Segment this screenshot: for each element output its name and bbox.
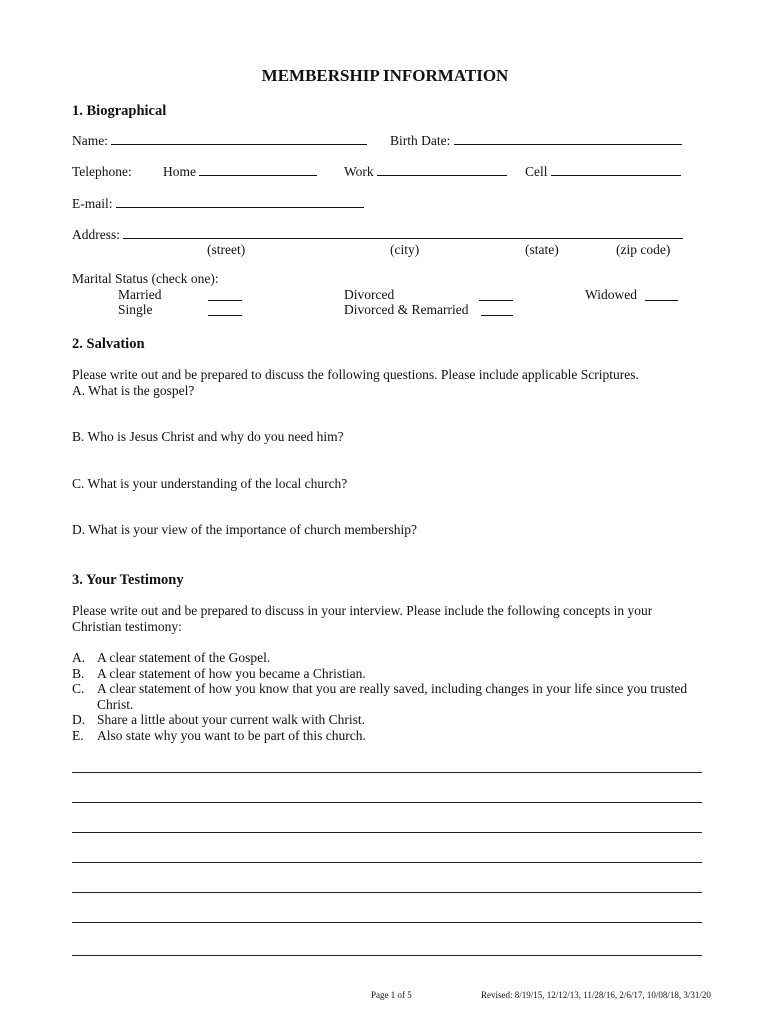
section-heading-testimony: 3. Your Testimony <box>72 572 184 588</box>
testimony-writing-line[interactable] <box>72 832 702 833</box>
marital-married-label: Married <box>118 287 162 302</box>
testimony-writing-line[interactable] <box>72 772 702 773</box>
marital-single-check-line[interactable] <box>208 304 242 316</box>
address-street-caption: (street) <box>207 242 246 257</box>
testimony-item-e: Also state why you want to be part of this church. <box>97 728 366 743</box>
testimony-writing-line[interactable] <box>72 955 702 956</box>
marital-widowed-check-line[interactable] <box>645 289 678 301</box>
work-phone-label: Work <box>344 164 374 179</box>
testimony-item-e-letter: E. <box>72 728 84 743</box>
address-row <box>72 227 683 243</box>
birth-date-label: Birth Date: <box>390 133 451 148</box>
marital-widowed-label: Widowed <box>585 287 637 302</box>
cell-phone-label: Cell <box>525 164 548 179</box>
salvation-question-b: B. Who is Jesus Christ and why do you need him? <box>72 429 344 444</box>
marital-married-check-line[interactable] <box>208 289 242 301</box>
testimony-item-d-letter: D. <box>72 712 86 727</box>
address-city-caption: (city) <box>390 242 420 257</box>
testimony-item-c-continued: Christ. <box>97 697 134 712</box>
home-phone-input-line[interactable] <box>199 164 317 176</box>
marital-divorced-remarried-label: Divorced & Remarried <box>344 302 469 317</box>
testimony-item-d: Share a little about your current walk with Christ. <box>97 712 366 727</box>
page-number: Page 1 of 5 <box>371 990 412 1000</box>
home-phone-label: Home <box>163 164 196 179</box>
email-input-line[interactable] <box>116 196 364 208</box>
testimony-writing-line[interactable] <box>72 922 702 923</box>
birth-date-row <box>390 133 682 149</box>
name-label: Name: <box>72 133 108 148</box>
marital-single-label: Single <box>118 302 153 317</box>
testimony-item-c: A clear statement of how you know that you are really saved, including changes in your life since you trusted <box>97 681 688 696</box>
section-heading-salvation: 2. Salvation <box>72 336 145 352</box>
revision-dates: Revised: 8/19/15, 12/12/13, 11/28/16, 2/6/17, 10/08/18, 3/31/20 <box>481 990 711 1000</box>
work-phone-row <box>344 164 507 180</box>
address-input-line[interactable] <box>123 227 683 239</box>
testimony-intro-line-1: Please write out and be prepared to discuss in your interview. Please include the following concepts in your <box>72 603 653 618</box>
testimony-writing-line[interactable] <box>72 892 702 893</box>
address-zip-caption: (zip code) <box>616 242 671 257</box>
name-field-row <box>72 133 367 149</box>
page-title: MEMBERSHIP INFORMATION <box>261 66 509 85</box>
address-state-caption: (state) <box>525 242 559 257</box>
testimony-item-a: A clear statement of the Gospel. <box>97 650 271 665</box>
marital-status-label: Marital Status (check one): <box>72 271 219 286</box>
email-label: E-mail: <box>72 196 113 211</box>
cell-phone-input-line[interactable] <box>551 164 681 176</box>
testimony-item-a-letter: A. <box>72 650 86 665</box>
address-label: Address: <box>72 227 120 242</box>
work-phone-input-line[interactable] <box>377 164 507 176</box>
marital-divorced-remarried-check-line[interactable] <box>481 304 513 316</box>
cell-phone-row <box>525 164 681 180</box>
marital-divorced-label: Divorced <box>344 287 395 302</box>
testimony-writing-line[interactable] <box>72 802 702 803</box>
testimony-intro-line-2: Christian testimony: <box>72 619 182 634</box>
testimony-item-b: A clear statement of how you became a Christian. <box>97 666 366 681</box>
home-phone-row <box>163 164 317 180</box>
salvation-question-d: D. What is your view of the importance of church membership? <box>72 522 418 537</box>
birth-date-input-line[interactable] <box>454 133 682 145</box>
salvation-intro: Please write out and be prepared to discuss the following questions. Please include applicable Scriptures. <box>72 367 639 382</box>
testimony-item-c-letter: C. <box>72 681 85 696</box>
testimony-writing-line[interactable] <box>72 862 702 863</box>
marital-divorced-check-line[interactable] <box>479 289 513 301</box>
section-heading-biographical: 1. Biographical <box>72 103 167 119</box>
salvation-question-c: C. What is your understanding of the local church? <box>72 476 348 491</box>
salvation-question-a: A. What is the gospel? <box>72 383 195 398</box>
email-row <box>72 196 364 212</box>
name-input-line[interactable] <box>111 133 367 145</box>
telephone-label: Telephone: <box>72 164 132 179</box>
testimony-item-b-letter: B. <box>72 666 85 681</box>
